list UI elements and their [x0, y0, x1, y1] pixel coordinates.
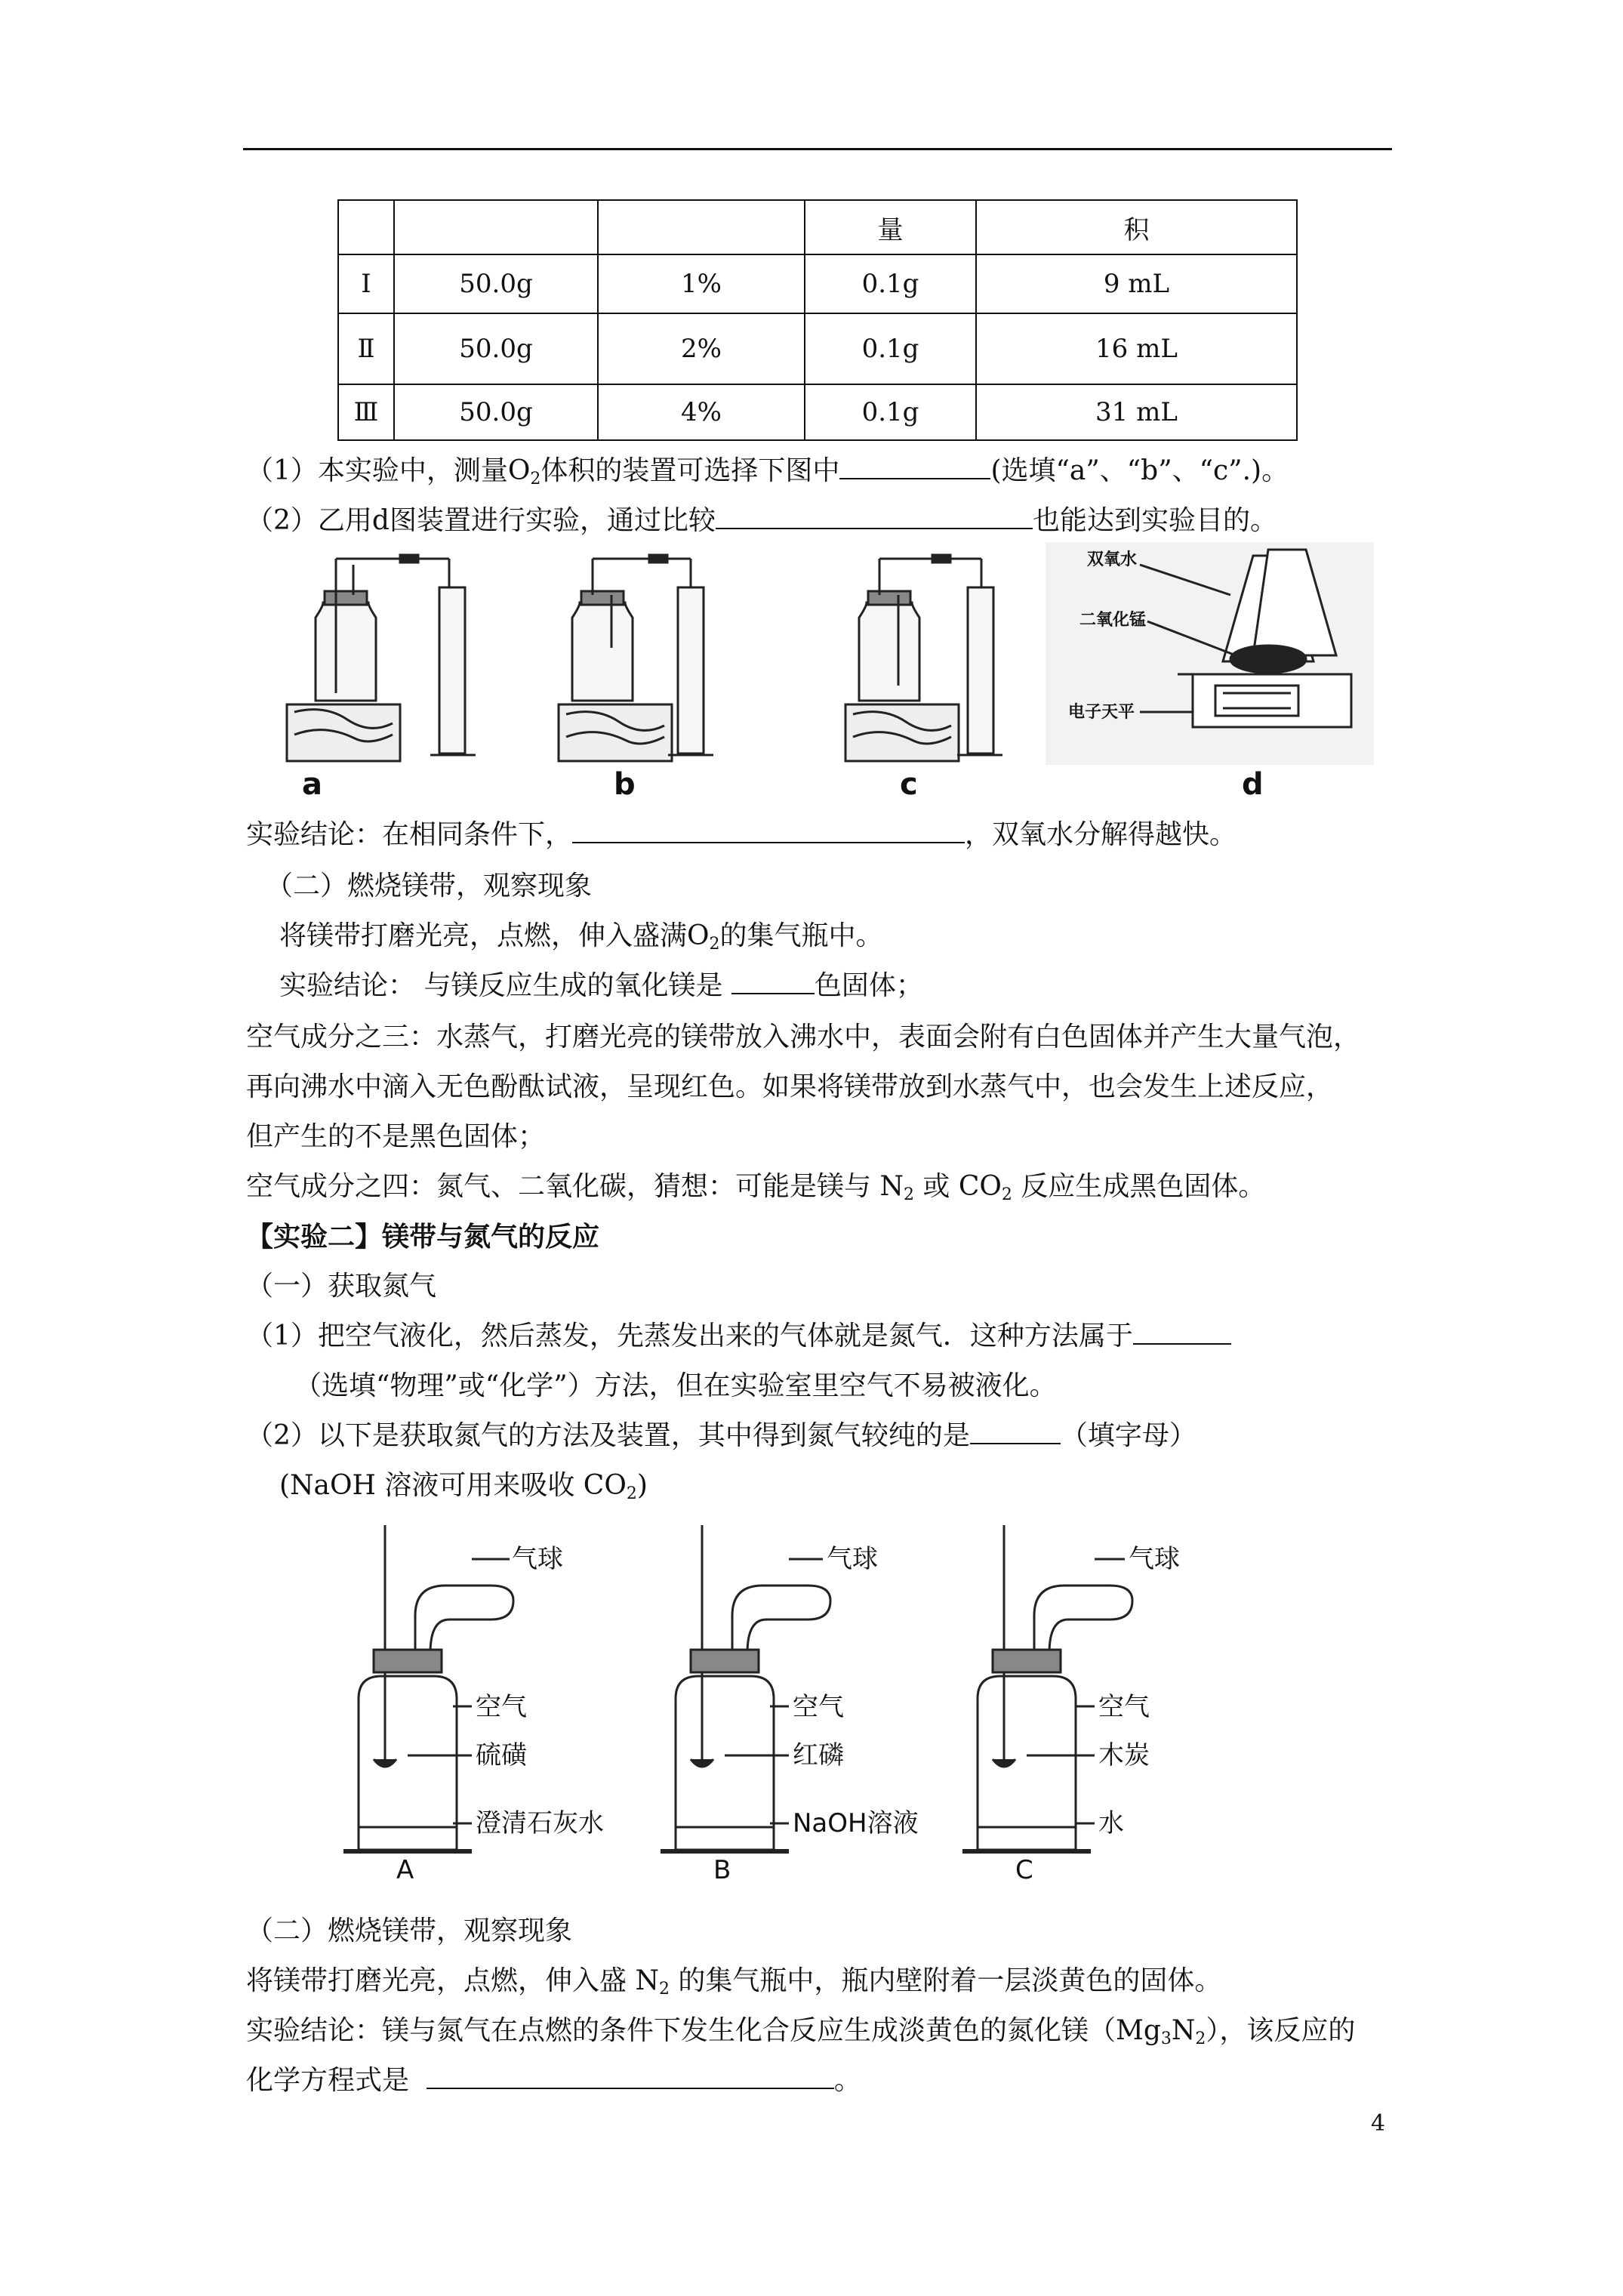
- table-header-cell: 积: [976, 200, 1297, 254]
- section-3-text: 将镁带打磨光亮，点燃，伸入盛 $N_2$ 的集气瓶中，瓶内壁附着一层淡黄色的固体。: [246, 1965, 1222, 1999]
- air-component-3-line1: 空气成分之三：水蒸气，打磨光亮的镁带放入沸水中，表面会附有白色固体并产生大量气泡，: [246, 1022, 1361, 1052]
- naoh-note: (NaOH 溶液可用来吸收 $CO_2$): [279, 1470, 648, 1503]
- table-cell: 9 mL: [976, 254, 1297, 313]
- table-header-cell: [394, 200, 598, 254]
- table-cell: 0.1g: [805, 384, 976, 440]
- figure-apparatus-abc: [340, 1525, 1321, 1880]
- section-text: 将镁带打磨光亮，点燃，伸入盛满$O_2$的集气瓶中。: [279, 920, 883, 954]
- table-cell: 0.1g: [805, 254, 976, 313]
- figure-label-d: d: [1242, 767, 1264, 802]
- label-liquid-a: 澄清石灰水: [476, 1808, 604, 1838]
- figure-label-b: b: [614, 767, 636, 802]
- table-cell: 50.0g: [394, 313, 598, 384]
- label-balance: 电子天平: [1068, 703, 1135, 722]
- label-balloon-a: 气球: [512, 1544, 563, 1574]
- gas-apparatus-diagram: [340, 1525, 1321, 1880]
- label-liquid-b: NaOH溶液: [793, 1808, 919, 1838]
- apparatus-C: [962, 1525, 1132, 1851]
- label-h2o2: 双氧水: [1087, 550, 1138, 569]
- conclusion-2: 实验结论： 与镁反应生成的氧化镁是 色固体；: [279, 966, 923, 1006]
- figure-label-C: C: [1015, 1855, 1033, 1880]
- answer-blank[interactable]: [716, 502, 1033, 529]
- page-number: 4: [1371, 2110, 1386, 2137]
- label-air-c: 空气: [1098, 1692, 1150, 1722]
- answer-blank[interactable]: [572, 816, 965, 843]
- table-cell: 0.1g: [805, 313, 976, 384]
- label-solid-b: 红磷: [793, 1740, 844, 1771]
- nitrogen-q2: （2）以下是获取氮气的方法及装置，其中得到氮气较纯的是 （填字母）: [246, 1416, 1196, 1456]
- table-cell: 16 mL: [976, 313, 1297, 384]
- apparatus-c: [845, 555, 1002, 761]
- table-header-cell: [338, 200, 394, 254]
- conclusion-1: 实验结论：在相同条件下， ，双氧水分解得越快。: [246, 815, 1236, 855]
- table-row: [338, 384, 1297, 440]
- section-3-title: （二）燃烧镁带，观察现象: [246, 1915, 573, 1946]
- table-header-cell: [598, 200, 805, 254]
- table-cell: Ⅲ: [338, 384, 394, 440]
- question-1: （1）本实验中，测量$O_2$体积的装置可选择下图中 (选填“a”、“b”、“c”.)。: [246, 451, 1289, 499]
- figure-label-a: a: [302, 767, 322, 802]
- label-solid-c: 木炭: [1098, 1740, 1150, 1771]
- table-row: [338, 313, 1297, 384]
- answer-blank[interactable]: [970, 1417, 1061, 1444]
- apparatus-d: [1046, 542, 1374, 765]
- section-title: （二）燃烧镁带，观察现象: [266, 871, 593, 901]
- table-cell: Ⅱ: [338, 313, 394, 384]
- equation-line: 化学方程式是 。: [246, 2061, 861, 2100]
- table-header-row: [338, 200, 1297, 254]
- question-2: （2）乙用d图装置进行实验，通过比较 也能达到实验目的。: [246, 501, 1277, 541]
- experiment-2-title: 【实验二】镁带与氮气的反应: [246, 1221, 600, 1253]
- apparatus-A: [343, 1525, 513, 1851]
- label-balloon-b: 气球: [827, 1544, 878, 1574]
- label-mno2: 二氧化锰: [1079, 611, 1147, 630]
- table-cell: 50.0g: [394, 254, 598, 313]
- answer-blank[interactable]: [731, 967, 815, 994]
- table-cell: 31 mL: [976, 384, 1297, 440]
- nitrogen-q1-line2: （选填“物理”或“化学”）方法，但在实验室里空气不易被液化。: [294, 1370, 1057, 1401]
- answer-blank[interactable]: [839, 452, 990, 479]
- label-balloon-c: 气球: [1129, 1544, 1180, 1574]
- figure-apparatus-abcd: [272, 542, 1374, 802]
- figure-label-c: c: [900, 767, 918, 802]
- label-air-b: 空气: [793, 1692, 844, 1722]
- air-component-3-line3: 但产生的不是黑色固体；: [246, 1121, 546, 1152]
- label-air-a: 空气: [476, 1692, 527, 1722]
- air-component-4: 空气成分之四：氮气、二氧化碳，猜想：可能是镁与 $N_2$ 或 $CO_2$ 反应生成黑色固体。: [246, 1171, 1266, 1204]
- answer-blank[interactable]: [1133, 1318, 1231, 1345]
- figure-label-B: B: [713, 1855, 731, 1880]
- table-header-cell: 量: [805, 200, 976, 254]
- label-liquid-c: 水: [1098, 1808, 1124, 1838]
- apparatus-B: [661, 1525, 830, 1851]
- table-cell: 50.0g: [394, 384, 598, 440]
- experiment-table: [337, 199, 1298, 441]
- conclusion-3: 实验结论：镁与氮气在点燃的条件下发生化合反应生成淡黄色的氮化镁$(Mg_3N_2)$，该反应的: [246, 2015, 1356, 2048]
- apparatus-a: [287, 555, 476, 761]
- label-solid-a: 硫磺: [476, 1740, 527, 1771]
- table-cell: 1%: [598, 254, 805, 313]
- header-rule: [243, 148, 1392, 150]
- table-cell: Ⅰ: [338, 254, 394, 313]
- table-row: [338, 254, 1297, 313]
- table-cell: 4%: [598, 384, 805, 440]
- table-cell: 2%: [598, 313, 805, 384]
- subsection-title: （一）获取氮气: [246, 1271, 437, 1302]
- nitrogen-q1-line1: （1）把空气液化，然后蒸发，先蒸发出来的气体就是氮气．这种方法属于: [246, 1317, 1231, 1356]
- answer-blank[interactable]: [427, 2062, 834, 2089]
- figure-label-A: A: [396, 1855, 414, 1880]
- apparatus-diagram: [272, 542, 1374, 769]
- apparatus-b: [559, 555, 713, 761]
- air-component-3-line2: 再向沸水中滴入无色酚酞试液，呈现红色。如果将镁带放到水蒸气中，也会发生上述反应，: [246, 1071, 1334, 1102]
